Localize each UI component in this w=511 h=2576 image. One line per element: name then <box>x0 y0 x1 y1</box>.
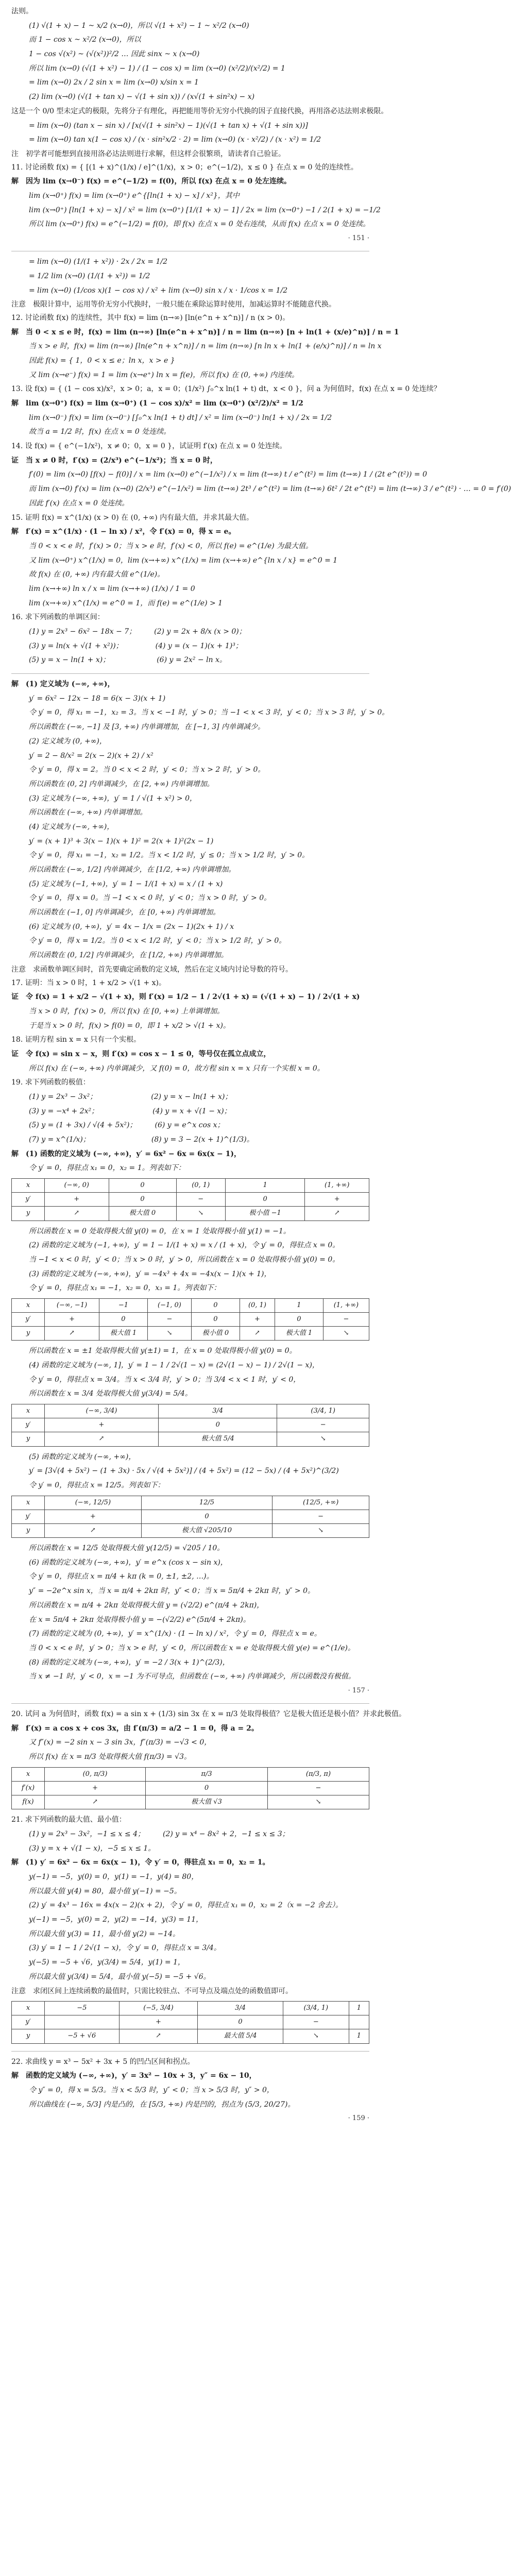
text-line: 15. 证明 f(x) = x^(1/x) (x > 0) 在 (0, +∞) 内有最大值，并求其最大值。 <box>11 513 254 522</box>
table-cell: y <box>12 1432 45 1446</box>
table-cell: ↘ <box>323 1327 369 1341</box>
solution-line: 解 因为 lim (x→0⁻) f(x) = e^(−1/2) = f(0)，所以 f(x) 在点 x = 0 处左连续。 <box>11 177 292 186</box>
text-line: 17. 证明：当 x > 0 时，1 + x/2 > √(1 + x)。 <box>11 978 166 987</box>
table-cell: 0 <box>198 2015 283 2029</box>
math-line: 令 y′ = 0，得驻点 x = π/4 + kπ (k = 0, ±1, ±2, …)。 <box>29 1572 214 1581</box>
math-line: (6) 函数的定义域为 (−∞, +∞)，y′ = e^x (cos x − sin x)， <box>29 1558 228 1567</box>
table-header-cell: (1, +∞) <box>323 1299 369 1313</box>
sign-table-6 <box>11 2001 369 2043</box>
table-cell: y′ <box>12 2015 45 2029</box>
table-cell: ↘ <box>277 1432 369 1446</box>
table-cell <box>349 2015 369 2029</box>
table-cell: ↗ <box>45 1207 109 1221</box>
table-header-cell: (−∞, 0) <box>45 1179 109 1193</box>
math-line: 所以函数在 (−1, 0] 内单调减少，在 [0, +∞) 内单调增加。 <box>29 908 220 917</box>
math-line: y(−1) = −5，y(0) = 0，y(1) = −1，y(4) = 80， <box>29 1873 199 1882</box>
table-cell: ↘ <box>176 1207 225 1221</box>
sign-table-4 <box>11 1496 369 1538</box>
page-divider <box>11 1703 369 1704</box>
table-row <box>12 2029 369 2043</box>
math-line: 所以函数在 x = π/4 + 2kπ 处取得极大值 y = (√2/2) e^(π/4 + 2kπ)， <box>29 1601 264 1609</box>
table-header-row <box>12 1767 369 1781</box>
math-line: = lim (x→0) (1/cos x)(1 − cos x) / x² + lim (x→0) sin x / x · 1/cos x = 1/2 <box>29 286 288 295</box>
table-cell: 0 <box>141 1510 272 1523</box>
table-cell: 0 <box>225 1193 305 1207</box>
text-line: 注 初学者可能想到直接用洛必达法则进行求解，但这样会很繁琐，请读者自己验证。 <box>11 149 285 158</box>
math-line: (7) 函数的定义域为 (0, +∞)，y′ = x^(1/x) · (1 − ln x) / x²，令 y′ = 0，得驻点 x = e。 <box>29 1630 321 1638</box>
table-cell: ↗ <box>45 1795 146 1809</box>
math-line: 所以函数在 (0, 2] 内单调减少，在 [2, +∞) 内单调增加。 <box>29 779 214 788</box>
math-line: lim (x→+∞) ln x / x = lim (x→+∞) (1/x) / 1 = 0 <box>29 584 195 593</box>
table-cell: 极大值 0 <box>109 1207 176 1221</box>
table-cell: 0 <box>158 1418 277 1432</box>
table-cell: y <box>12 1207 45 1221</box>
table-row <box>12 2015 369 2029</box>
math-line: (3) 定义域为 (−∞, +∞)，y′ = 1 / √(1 + x²) > 0， <box>29 794 197 803</box>
math-line: 因此 f′(x) 在点 x = 0 处连续。 <box>29 499 129 507</box>
text-line: 11. 讨论函数 f(x) = { [(1 + x)^(1/x) / e]^(1/x)，x > 0；e^(−1/2)，x ≤ 0 } 在点 x = 0 处的连续性。 <box>11 163 358 172</box>
table-cell: 最大值 5/4 <box>198 2029 283 2043</box>
math-line: 所以 lim (x→0) (√(1 + x²) − 1) / (1 − cos x) = lim (x→0) (x²/2)/(x²/2) = 1 <box>29 64 285 73</box>
text-line: 13. 设 f(x) = { (1 − cos x)/x²，x > 0；a，x = 0；(1/x²) ∫₀^x ln(1 + t) dt，x < 0 }，问 a 为何值时，f(x) 在点 x = 0 处连续？ <box>11 385 441 394</box>
solution-line: 解 (1) 定义域为 (−∞, +∞)， <box>11 680 115 689</box>
table-cell: 极大值 5/4 <box>158 1432 277 1446</box>
table-header-cell: x <box>12 1767 45 1781</box>
table-cell: 极小值 −1 <box>225 1207 305 1221</box>
math-line: 而 1 − cos x ~ x²/2 (x→0)，所以 <box>29 36 141 44</box>
table-header-row <box>12 1299 369 1313</box>
math-line: (8) 函数的定义域为 (−∞, +∞)，y′ = −2 / 3(x + 1)^(2/3)， <box>29 1658 230 1667</box>
table-cell: ↘ <box>147 1327 191 1341</box>
math-line: f′(0) = lim (x→0) [f(x) − f(0)] / x = lim (x→0) e^(−1/x²) / x = lim (t→∞) t / e^(t²) = lim (t→∞) 1 / (2t e^(t²)) = 0 <box>29 470 428 479</box>
math-line: 故 f(x) 在 (0, +∞) 内有最大值 e^(1/e)。 <box>29 570 165 579</box>
table-cell: 极大值 1 <box>99 1327 148 1341</box>
table-cell: + <box>45 1193 109 1207</box>
math-line: (4) 定义域为 (−∞, +∞)， <box>29 822 114 831</box>
math-line: lim (x→0⁺) [ln(1 + x) − x] / x² = lim (x→0⁺) [1/(1 + x) − 1] / 2x = lim (x→0⁺) −1 / 2(1 + x) = −1/2 <box>29 206 381 214</box>
table-row <box>12 1432 369 1446</box>
table-header-cell: 0 <box>109 1179 176 1193</box>
table-header-cell: 0 <box>192 1299 240 1313</box>
text-line: 16. 求下列函数的单调区间： <box>11 613 105 622</box>
math-line: = lim (x→0) tan x(1 − cos x) / (x · sin²x/2 · 2) = lim (x→0) (x · x²/2) / (x · x²) = 1/2 <box>29 135 321 144</box>
table-cell: + <box>45 1313 99 1327</box>
math-line: lim (x→+∞) x^(1/x) = e^0 = 1，而 f(e) = e^(1/e) > 1 <box>29 599 223 607</box>
table-cell: ↗ <box>305 1207 369 1221</box>
math-line: y(−1) = −5，y(0) = 2，y(2) = −14，y(3) = 11， <box>29 1916 203 1924</box>
math-line: 所以函数在 (−∞, −1] 及 [3, +∞) 内单调增加，在 [−1, 3] 内单调减少。 <box>29 723 265 732</box>
table-row <box>12 1193 369 1207</box>
table-row <box>12 1418 369 1432</box>
table-header-cell: (−∞, −1) <box>45 1299 99 1313</box>
math-line: 令 y′ = 0，得 x = 1/2。当 0 < x < 1/2 时，y′ < 0；当 x > 1/2 时，y′ > 0。 <box>29 937 286 945</box>
math-line: 在 x = 5π/4 + 2kπ 处取得极小值 y = −(√2/2) e^(5π/4 + 2kπ)。 <box>29 1615 250 1624</box>
table-row <box>12 1795 369 1809</box>
table-cell: 极小值 0 <box>192 1327 240 1341</box>
page-number: · 151 · <box>348 234 369 242</box>
math-line: = lim (x→0) (tan x − sin x) / [x(√(1 + sin²x) − 1)(√(1 + tan x) + √(1 + sin x))] <box>29 121 308 130</box>
table-cell: y′ <box>12 1510 45 1523</box>
math-line: (2) 函数的定义域为 (−1, +∞)，y′ = 1 − 1/(1 + x) = x / (1 + x)，令 y′ = 0，得驻点 x = 0。 <box>29 1241 340 1250</box>
table-cell: ↗ <box>45 1327 99 1341</box>
text-line: 19. 求下列函数的极值： <box>11 1078 90 1087</box>
text-line: 这是一个 0/0 型未定式的极限，先将分子有理化，再把能用等价无穷小代换的因子直接代换，再用洛必达法则求极限。 <box>11 107 388 115</box>
math-line: 令 y′ = 0，得驻点 x = 12/5。列表如下： <box>29 1481 165 1489</box>
table-cell: + <box>45 1418 159 1432</box>
math-line: (4) 函数的定义域为 (−∞, 1]，y′ = 1 − 1 / 2√(1 − x) = (2√(1 − x) − 1) / 2√(1 − x)， <box>29 1361 319 1370</box>
solution-line: 解 f′(x) = a cos x + cos 3x，由 f′(π/3) = a/2 − 1 = 0，得 a = 2。 <box>11 1724 259 1733</box>
math-line: 令 y′ = 0，得驻点 x₁ = −1，x₂ = 0，x₃ = 1。列表如下： <box>29 1284 221 1293</box>
math-line: 所以函数在 (−∞, 1/2] 内单调减少，在 [1/2, +∞) 内单调增加。 <box>29 866 236 874</box>
sign-table-3 <box>11 1404 369 1446</box>
table-cell: ↗ <box>45 1523 142 1537</box>
table-cell: − <box>272 1510 369 1523</box>
solution-line: 解 函数的定义域为 (−∞, +∞)，y′ = 3x² − 10x + 3，y″ = 6x − 10， <box>11 2072 257 2080</box>
table-header-cell: x <box>12 1496 45 1510</box>
table-cell: − <box>283 2015 349 2029</box>
table-header-cell: 12/5 <box>141 1496 272 1510</box>
table-header-cell: 1 <box>349 2002 369 2015</box>
math-line: 令 y′ = 0，得 x₁ = −1，x₂ = 3。当 x < −1 时，y′ > 0；当 −1 < x < 3 时，y′ < 0；当 x > 3 时，y′ > 0。 <box>29 708 389 717</box>
section-extrema-5 <box>11 1452 369 1492</box>
table-header-row <box>12 1179 369 1193</box>
math-line: = 1/2 lim (x→0) (1/(1 + x²)) = 1/2 <box>29 272 150 280</box>
table-cell: + <box>45 1781 146 1795</box>
table-cell: ↗ <box>240 1327 275 1341</box>
table-header-cell: 3/4 <box>158 1404 277 1418</box>
table-cell: − <box>176 1193 225 1207</box>
table-cell: y <box>12 2029 45 2043</box>
table-row <box>12 1781 369 1795</box>
math-line: 所以函数在 (−∞, +∞) 内单调增加。 <box>29 808 147 817</box>
section-monotonic-extrema <box>11 679 389 1174</box>
math-line: (5) y = (1 + 3x) / √(4 + 5x²)； (6) y = e^x cos x； <box>29 1121 225 1130</box>
table-header-cell: x <box>12 2002 45 2015</box>
text-line: 注意 求函数单调区间时，首先要确定函数的定义域，然后在定义域内讨论导数的符号。 <box>11 965 293 974</box>
section-continuity-monotonic <box>11 257 511 666</box>
math-line: y′ = 6x² − 12x − 18 = 6(x − 3)(x + 1) <box>29 694 166 703</box>
table-header-cell: (0, 1) <box>176 1179 225 1193</box>
math-line: 于是当 x > 0 时，f(x) > f(0) = 0，即 1 + x/2 > √(1 + x)。 <box>29 1021 230 1030</box>
section-concavity <box>11 2057 369 2124</box>
solution-line: 解 lim (x→0⁺) f(x) = lim (x→0⁺) (1 − cos x)/x² = lim (x→0⁺) (x²/2)/x² = 1/2 <box>11 399 303 408</box>
math-line: (3) y = x + √(1 − x)，−5 ≤ x ≤ 1。 <box>29 1844 156 1853</box>
table-row <box>12 1327 369 1341</box>
sign-table-5 <box>11 1767 369 1809</box>
math-line: 故当 a = 1/2 时，f(x) 在点 x = 0 处连续。 <box>29 428 171 436</box>
math-line: 当 x > 0 时，f′(x) > 0，所以 f(x) 在 [0, +∞) 上单调增加。 <box>29 1007 224 1015</box>
math-line: 令 y′ = 0，得驻点 x = 3/4。当 x < 3/4 时，y′ > 0；当 3/4 < x < 1 时，y′ < 0， <box>29 1375 301 1384</box>
text-line: 21. 求下列函数的最大值、最小值： <box>11 1816 126 1824</box>
math-line: 令 y′ = 0，得驻点 x₁ = 0，x₂ = 1。列表如下： <box>29 1164 185 1173</box>
table-header-cell: x <box>12 1299 45 1313</box>
text-line: 注意 求闭区间上连续函数的最值时，只需比较驻点、不可导点及端点处的函数值即可。 <box>11 1987 293 1995</box>
section-max-min <box>11 1815 369 1997</box>
table-cell: + <box>305 1193 369 1207</box>
math-line: (1) y = 2x³ − 3x²； (2) y = x − ln(1 + x)； <box>29 1093 232 1101</box>
table-header-cell: 1 <box>275 1299 323 1313</box>
math-line: 当 0 < x < e 时，y′ > 0；当 x > e 时，y′ < 0，所以函数在 x = e 处取得极大值 y(e) = e^(1/e)。 <box>29 1643 355 1652</box>
table-cell: y <box>12 1523 45 1537</box>
table-cell: 0 <box>146 1781 268 1795</box>
table-header-cell: x <box>12 1179 45 1193</box>
table-cell: + <box>45 1510 142 1523</box>
table-cell: ↘ <box>272 1523 369 1537</box>
math-line: (7) y = x^(1/x)； (8) y = 3 − 2(x + 1)^(1/3)。 <box>29 1136 254 1144</box>
table-cell: − <box>277 1418 369 1432</box>
table-cell: ↗ <box>119 2029 198 2043</box>
math-line: 当 0 < x < e 时，f′(x) > 0；当 x > e 时，f′(x) < 0，所以 f(e) = e^(1/e) 为最大值。 <box>29 541 313 550</box>
table-header-cell: (−∞, 3/4) <box>45 1404 159 1418</box>
table-cell: −5 + √6 <box>45 2029 120 2043</box>
table-cell: 0 <box>109 1193 176 1207</box>
table-cell: − <box>147 1313 191 1327</box>
table-header-cell: (−5, 3/4) <box>119 2002 198 2015</box>
math-line: 所以函数在 (0, 1/2] 内单调减少，在 [1/2, +∞) 内单调增加。 <box>29 951 228 960</box>
math-line: (1) √(1 + x) − 1 ~ x/2 (x→0)，所以 √(1 + x²) − 1 ~ x²/2 (x→0) <box>29 21 249 30</box>
table-cell: 1 <box>349 2029 369 2043</box>
sign-table-1 <box>11 1178 369 1221</box>
math-line: 又 f″(x) = −2 sin x − 3 sin 3x，f″(π/3) = −√3 < 0， <box>29 1738 212 1747</box>
math-line: 1 − cos √(x²) ~ (√(x²))²/2 … 因此 sinx ~ x (x→0) <box>29 50 200 59</box>
table-cell: f′(x) <box>12 1781 45 1795</box>
table-cell: y′ <box>12 1193 45 1207</box>
math-line: (2) 定义域为 (0, +∞)， <box>29 737 107 745</box>
table-cell: 极大值 √3 <box>146 1795 268 1809</box>
table-cell: − <box>267 1781 369 1795</box>
section-extrema-6-8 <box>11 1543 369 1696</box>
table-cell: 0 <box>275 1313 323 1327</box>
table-cell: − <box>323 1313 369 1327</box>
text-line: 20. 试问 a 为何值时，函数 f(x) = a sin x + (1/3) sin 3x 在 x = π/3 处取得极值？它是极大值还是极小值？并求此极值。 <box>11 1710 406 1719</box>
math-line: y′ = (x + 1)³ + 3(x − 1)(x + 1)² = 2(x + 1)²(2x − 1) <box>29 837 214 845</box>
math-line: (5) y = x − ln(1 + x)； (6) y = 2x² − ln x。 <box>29 656 227 665</box>
solution-line: 证 令 f(x) = sin x − x，则 f′(x) = cos x − 1 ≤ 0，等号仅在孤立点成立， <box>11 1049 271 1058</box>
math-line: 而 lim (x→0) f′(x) = lim (x→0) (2/x³) e^(−1/x²) = lim (t→∞) 2t³ / e^(t²) = lim (t→∞) 6t² / 2t e^(t²) = lim (t→∞) 3 / e^(t²) · … = 0 = f′(0) <box>29 485 511 494</box>
text-line: 14. 设 f(x) = { e^(−1/x²)，x ≠ 0；0，x = 0 }，试证明 f′(x) 在点 x = 0 处连续。 <box>11 442 287 451</box>
math-line: 又 lim (x→0⁺) x^(1/x) = 0，lim (x→+∞) x^(1/x) = lim (x→+∞) e^{ln x / x} = e^0 = 1 <box>29 556 338 565</box>
solution-line: 解 (1) 函数的定义域为 (−∞, +∞)，y′ = 6x² − 6x = 6x(x − 1)， <box>11 1149 241 1158</box>
page-number: · 157 · <box>348 1686 369 1694</box>
table-header-row <box>12 1496 369 1510</box>
text-line: 法则。 <box>11 7 33 15</box>
math-line: (3) y′ = 1 − 1 / 2√(1 − x)，令 y′ = 0，得驻点 x = 3/4。 <box>29 1944 221 1953</box>
math-line: 又 lim (x→e⁻) f(x) = 1 = lim (x→e⁺) ln x = f(e)，所以 f(x) 在 (0, +∞) 内连续。 <box>29 370 299 379</box>
math-line: 当 −1 < x < 0 时，y′ < 0；当 x > 0 时，y′ > 0，所以函数在 x = 0 处取得极小值 y(0) = 0。 <box>29 1255 340 1264</box>
solution-line: 解 当 0 < x ≤ e 时，f(x) = lim (n→∞) [ln(e^n + x^n)] / n = lim (n→∞) [n + ln(1 + (x/e)^n)] / n = 1 <box>11 328 399 336</box>
math-line: (5) 函数的定义域为 (−∞, +∞)， <box>29 1452 136 1461</box>
table-row <box>12 1207 369 1221</box>
table-cell: f(x) <box>12 1795 45 1809</box>
math-line: (1) y = 2x³ − 3x²，−1 ≤ x ≤ 4； (2) y = x⁴ − 8x² + 2，−1 ≤ x ≤ 3； <box>29 1829 289 1838</box>
table-cell: ↗ <box>45 1432 159 1446</box>
math-line: 所以函数在 x = 0 处取得极大值 y(0) = 0，在 x = 1 处取得极小值 y(1) = −1。 <box>29 1227 291 1235</box>
table-cell: ↘ <box>283 2029 349 2043</box>
math-line: y″ = −2e^x sin x，当 x = π/4 + 2kπ 时，y″ < 0；当 x = 5π/4 + 2kπ 时，y″ > 0。 <box>29 1587 315 1596</box>
math-line: (3) y = −x⁴ + 2x²； (4) y = x + √(1 − x)； <box>29 1107 231 1115</box>
math-line: y′ = 2 − 8/x² = 2(x − 2)(x + 2) / x² <box>29 751 154 760</box>
table-header-cell: (π/3, π) <box>267 1767 369 1781</box>
table-header-cell: (12/5, +∞) <box>272 1496 369 1510</box>
math-line: 当 x > e 时，f(x) = lim (n→∞) [ln(e^n + x^n)] / n = lim (n→∞) [n ln x + ln(1 + (e/x)^n)] / n = ln x <box>29 342 382 351</box>
math-line: y(−5) = −5 + √6，y(3/4) = 5/4，y(1) = 1， <box>29 1958 185 1967</box>
math-line: 令 y′ = 0，得 x = 0。当 −1 < x < 0 时，y′ < 0；当 x > 0 时，y′ > 0。 <box>29 894 271 903</box>
math-line: 所以 f(x) 在 x = π/3 处取得极大值 f(π/3) = √3。 <box>29 1753 191 1761</box>
table-row <box>12 1523 369 1537</box>
table-cell: 0 <box>192 1313 240 1327</box>
table-cell: 0 <box>99 1313 148 1327</box>
table-header-row <box>12 2002 369 2015</box>
table-row <box>12 1510 369 1523</box>
text-line: 注意 极限计算中，运用等价无穷小代换时，一般只能在乘除运算时使用，加减运算时不能随意代换。 <box>11 300 336 309</box>
sign-table-2 <box>11 1298 369 1341</box>
text-line: 12. 讨论函数 f(x) 的连续性，其中 f(x) = lim (n→∞) [ln(e^n + x^n)] / n (x > 0)。 <box>11 313 290 322</box>
math-line: 当 x ≠ −1 时，y′ < 0，x = −1 为不可导点，但函数在 (−∞, +∞) 内单调减少，所以函数没有极值。 <box>29 1672 355 1681</box>
table-cell: + <box>240 1313 275 1327</box>
math-line: 因此 f(x) = { 1，0 < x ≤ e；ln x，x > e } <box>29 356 175 365</box>
table-header-cell: (1, +∞) <box>305 1179 369 1193</box>
solution-line: 解 f′(x) = x^(1/x) · (1 − ln x) / x²，令 f′(x) = 0，得 x = e。 <box>11 528 236 536</box>
page-number: · 159 · <box>348 2114 369 2123</box>
table-header-cell: (3/4, 1) <box>277 1404 369 1418</box>
math-line: (3) y = ln(x + √(1 + x²))； (4) y = (x − 1)(x + 1)³； <box>29 641 243 650</box>
math-line: lim (x→0⁺) f(x) = lim (x→0⁺) e^{[ln(1 + x) − x] / x²}，其中 <box>29 191 240 200</box>
math-line: y′ = [3√(4 + 5x²) − (1 + 3x) · 5x / √(4 + 5x²)] / (4 + 5x²) = (12 − 5x) / (4 + 5x²)^(3/2) <box>29 1467 339 1476</box>
table-header-cell: (−∞, 12/5) <box>45 1496 142 1510</box>
math-line: 所以最大值 y(3) = 11，最小值 y(2) = −14。 <box>29 1929 180 1938</box>
section-problem-20 <box>11 1709 406 1763</box>
table-header-cell: 1 <box>225 1179 305 1193</box>
table-cell: 极大值 √205/10 <box>141 1523 272 1537</box>
math-line: 所以曲线在 (−∞, 5/3] 内是凸的，在 [5/3, +∞) 内是凹的，拐点为 (5/3, 20/27)。 <box>29 2100 295 2109</box>
solution-line: 解 (1) y′ = 6x² − 6x = 6x(x − 1)，令 y′ = 0，得驻点 x₁ = 0，x₂ = 1。 <box>11 1858 270 1867</box>
page-divider <box>11 673 369 674</box>
math-line: 所以函数在 x = ±1 处取得极大值 y(±1) = 1，在 x = 0 处取得极小值 y(0) = 0。 <box>29 1347 297 1355</box>
section-extrema-2-3 <box>11 1226 369 1294</box>
math-line: 令 y′ = 0，得 x = 2。当 0 < x < 2 时，y′ < 0；当 x > 2 时，y′ > 0。 <box>29 766 265 774</box>
table-header-row <box>12 1404 369 1418</box>
math-line: 所以函数在 x = 3/4 处取得极大值 y(3/4) = 5/4。 <box>29 1389 192 1398</box>
math-line: 令 y′ = 0，得 x₁ = −1，x₂ = 1/2。当 x < 1/2 时，y′ ≤ 0；当 x > 1/2 时，y′ > 0。 <box>29 851 310 860</box>
math-line: 所以 f(x) 在 (−∞, +∞) 内单调减少，又 f(0) = 0，故方程 sin x = x 只有一个实根 x = 0。 <box>29 1064 325 1073</box>
table-header-cell: x <box>12 1404 45 1418</box>
table-header-cell: (0, π/3) <box>45 1767 146 1781</box>
text-line: 18. 证明方程 sin x = x 只有一个实根。 <box>11 1036 141 1044</box>
text-line: 22. 求曲线 y = x³ − 5x² + 3x + 5 的凹凸区间和拐点。 <box>11 2057 195 2066</box>
table-cell: ↘ <box>267 1795 369 1809</box>
table-cell <box>45 2015 120 2029</box>
math-line: (2) y′ = 4x³ − 16x = 4x(x − 2)(x + 2)，令 y′ = 0，得驻点 x₁ = 0，x₂ = 2（x = −2 舍去）。 <box>29 1901 343 1910</box>
table-header-cell: (3/4, 1) <box>283 2002 349 2015</box>
math-line: 所以 lim (x→0⁺) f(x) = e^(−1/2) = f(0)，即 f(x) 在点 x = 0 处右连续，从而 f(x) 在点 x = 0 处连续。 <box>29 220 370 229</box>
solution-line: 证 当 x ≠ 0 时，f′(x) = (2/x³) e^(−1/x²)；当 x = 0 时， <box>11 456 217 465</box>
table-cell: 极大值 1 <box>275 1327 323 1341</box>
math-line: = lim (x→0) (1/(1 + x²)) · 2x / 2x = 1/2 <box>29 258 168 266</box>
table-header-cell: π/3 <box>146 1767 268 1781</box>
math-line: 所以函数在 x = 12/5 处取得极大值 y(12/5) = √205 / 10。 <box>29 1544 225 1553</box>
solution-line: 证 令 f(x) = 1 + x/2 − √(1 + x)，则 f′(x) = 1/2 − 1 / 2√(1 + x) = (√(1 + x) − 1) / 2√(1 + x) <box>11 993 360 1002</box>
section-continuity-limits <box>11 6 388 244</box>
math-line: lim (x→0⁻) f(x) = lim (x→0⁻) [∫₀^x ln(1 + t) dt] / x² = lim (x→0⁻) ln(1 + x) / 2x = 1/2 <box>29 413 332 422</box>
math-line: = lim (x→0) 2x / 2 sin x = lim (x→0) x/sin x = 1 <box>29 78 199 87</box>
table-cell: + <box>119 2015 198 2029</box>
table-header-cell: (−1, 0) <box>147 1299 191 1313</box>
table-header-cell: −5 <box>45 2002 120 2015</box>
math-line: (3) 函数的定义域为 (−∞, +∞)，y′ = −4x³ + 4x = −4x(x − 1)(x + 1)， <box>29 1269 271 1278</box>
table-header-cell: (0, 1) <box>240 1299 275 1313</box>
table-cell: y <box>12 1327 45 1341</box>
math-line: 所以最大值 y(3/4) = 5/4，最小值 y(−5) = −5 + √6。 <box>29 1972 211 1981</box>
math-line: (5) 定义域为 (−1, +∞)，y′ = 1 − 1/(1 + x) = x / (1 + x) <box>29 879 223 888</box>
table-cell: y′ <box>12 1418 45 1432</box>
table-row <box>12 1313 369 1327</box>
math-line: (2) lim (x→0) (√(1 + tan x) − √(1 + sin x)) / (x√(1 + sin²x) − x) <box>29 93 255 101</box>
math-line: (6) 定义域为 (0, +∞)，y′ = 4x − 1/x = (2x − 1)(2x + 1) / x <box>29 922 234 931</box>
page-divider <box>11 2051 369 2052</box>
section-extrema-4 <box>11 1346 369 1400</box>
math-line: (1) y = 2x³ − 6x² − 18x − 7； (2) y = 2x + 8/x (x > 0)； <box>29 628 246 636</box>
math-line: 所以最大值 y(4) = 80，最小值 y(−1) = −5。 <box>29 1887 181 1895</box>
table-cell: y′ <box>12 1313 45 1327</box>
table-header-cell: −1 <box>99 1299 148 1313</box>
math-line: 令 y″ = 0，得 x = 5/3。当 x < 5/3 时，y″ < 0；当 x > 5/3 时，y″ > 0， <box>29 2086 274 2094</box>
table-header-cell: 3/4 <box>198 2002 283 2015</box>
